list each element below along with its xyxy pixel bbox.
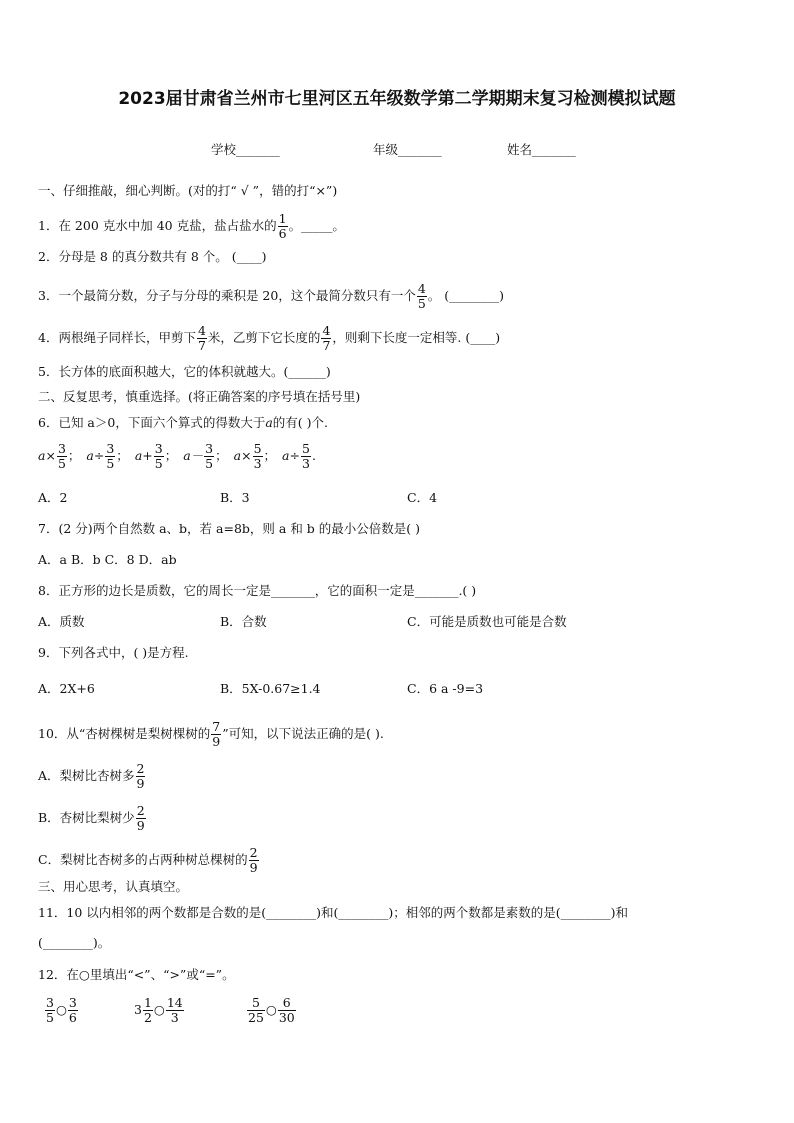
q6-expression-3-num: 3	[154, 441, 163, 456]
q6-expression-5-separator: ；	[263, 448, 277, 463]
q12-item-3-left	[247, 996, 265, 1025]
q4-numerator-1: 4	[197, 323, 206, 338]
q3-numerator: 4	[417, 281, 426, 296]
q12-item-3-left-den: 25	[248, 1010, 264, 1025]
q10-option-b-den: 9	[136, 818, 145, 833]
q3-text-a: 3．一个最简分数，分子与分母的乘积是 20，这个最简分数只有一个	[38, 288, 416, 303]
q12-item-2-left	[143, 996, 153, 1025]
q9-option-b: B．5X-0.67≥1.4	[220, 681, 321, 696]
q6-option-b: B．3	[220, 490, 250, 505]
q6-expression-2-den: 5	[106, 456, 115, 471]
q12-item-2-right	[166, 996, 184, 1025]
q6-stem-b: 的有( )个.	[272, 415, 328, 430]
q1-fraction	[278, 212, 288, 241]
q10-option-a-num: 2	[136, 761, 145, 776]
q10-option-a-text: A．梨树比杏树多	[38, 768, 135, 783]
q12-item-1-right-den: 6	[68, 1010, 77, 1025]
q4-denominator-1: 7	[197, 338, 206, 353]
q6-expression-3-den: 5	[154, 456, 163, 471]
q12-item-3-right-den: 30	[278, 1010, 295, 1025]
q6-expression-1-num: 3	[57, 441, 66, 456]
q10-option-a-den: 9	[136, 776, 145, 791]
q12-item-2-whole: 3	[134, 1002, 142, 1017]
q10-option-b-fraction	[136, 804, 146, 833]
q6-expression-4-operator: a－	[183, 448, 204, 463]
q12-item-1-right	[68, 996, 78, 1025]
q12-item-3-right	[278, 996, 296, 1025]
question-4	[38, 324, 500, 353]
question-6-stem	[38, 414, 328, 432]
q3-fraction	[417, 282, 427, 311]
q12-item-1-left-den: 5	[46, 1010, 54, 1025]
question-10	[38, 720, 384, 749]
q10-denominator: 9	[212, 734, 221, 749]
name-field: 姓名_______	[507, 142, 576, 157]
q10-stem-b: ”可知，以下说法正确的是( ).	[222, 726, 384, 741]
q4-denominator-2: 7	[322, 338, 331, 353]
q6-expression-3-separator: ；	[164, 448, 178, 463]
q1-text-a: 1．在 200 克水中加 40 克盐，盐占盐水的	[38, 218, 277, 233]
q6-expression-1-separator: ；	[67, 448, 81, 463]
q6-expression-4-num: 3	[205, 441, 214, 456]
page-title: 2023届甘肃省兰州市七里河区五年级数学第二学期期末复习检测模拟试题	[118, 89, 676, 109]
q8-option-b: B．合数	[220, 614, 267, 629]
q6-expression-2-separator: ；	[116, 448, 129, 463]
q10-option-c-num: 2	[249, 845, 258, 860]
q10-option-b	[38, 804, 147, 833]
q3-text-b: 。 (________)	[427, 288, 505, 303]
q1-text-b: 。_____。	[288, 218, 345, 233]
q10-numerator: 7	[212, 719, 221, 734]
q12-item-3	[246, 996, 297, 1025]
q6-expression-1-operator: a×	[38, 448, 56, 463]
question-11-line-1: 11．10 以内相邻的两个数都是合数的是(________)和(________)；相邻的两个数都是素数的是(________)和	[38, 905, 629, 920]
question-1	[38, 212, 345, 241]
question-11-line-2: (________)。	[38, 935, 111, 950]
section-1-heading: 一、仔细推敲，细心判断。(对的打“ √ ”，错的打“×”)	[38, 183, 338, 198]
q6-expression-5-fraction	[253, 442, 263, 471]
q4-fraction-2	[321, 324, 331, 353]
q6-expression-3	[134, 441, 178, 471]
q6-stem-a: 6．已知 a＞0，下面六个算式的得数大于	[38, 415, 266, 430]
q12-item-1	[44, 996, 79, 1025]
q12-item-1-left-num: 3	[46, 995, 54, 1010]
question-2: 2．分母是 8 的真分数共有 8 个。 (____)	[38, 249, 267, 264]
q8-option-a: A．质数	[38, 614, 85, 629]
q10-option-c-text: C．梨树比杏树多的占两种树总棵树的	[38, 852, 248, 867]
q12-item-3-left-num: 5	[251, 995, 260, 1010]
school-field: 学校_______	[211, 142, 280, 157]
q10-stem-a: 10．从“杏树棵树是梨树棵树的	[38, 726, 211, 741]
q4-text-c: ，则剩下长度一定相等. (____)	[332, 330, 501, 345]
q12-item-2-circle: ○	[153, 1002, 165, 1017]
q3-denominator: 5	[417, 296, 426, 311]
section-3-heading: 三、用心思考，认真填空。	[38, 879, 189, 894]
q10-fraction	[211, 720, 221, 749]
q12-item-3-circle: ○	[265, 1002, 277, 1017]
q6-expression-4-den: 5	[205, 456, 214, 471]
q10-option-c-den: 9	[249, 860, 258, 875]
question-3	[38, 282, 504, 311]
q4-text-a: 4．两根绳子同样长，甲剪下	[38, 330, 196, 345]
q4-numerator-2: 4	[322, 323, 331, 338]
q6-expression-6-operator: a÷	[282, 448, 300, 463]
q12-item-3-right-num: 6	[282, 995, 291, 1010]
q6-expression-4-fraction	[204, 442, 214, 471]
q6-expression-5-operator: a×	[233, 448, 252, 463]
q7-options: A．a B．b C．8 D．ab	[38, 552, 177, 567]
q12-item-1-right-num: 3	[68, 995, 77, 1010]
q10-option-c	[38, 846, 260, 875]
q12-item-2-left-den: 2	[143, 1010, 152, 1025]
q9-option-a: A．2X+6	[38, 681, 95, 696]
q6-expression-2-num: 3	[106, 441, 115, 456]
q6-expression-6-num: 5	[301, 441, 310, 456]
q10-option-a	[38, 762, 146, 791]
question-12-stem: 12．在○里填出“<”、“>”或“=”。	[38, 967, 235, 982]
q6-expression-5-num: 5	[253, 441, 262, 456]
q6-expression-3-fraction	[154, 442, 164, 471]
q12-item-2-right-den: 3	[166, 1010, 184, 1025]
q6-expression-2	[86, 441, 129, 471]
q10-option-a-fraction	[136, 762, 146, 791]
grade-field: 年级_______	[373, 142, 442, 157]
section-2-heading: 二、反复思考，慎重选择。(将正确答案的序号填在括号里)	[38, 389, 361, 404]
q12-item-2-right-num: 14	[166, 995, 183, 1010]
q6-expression-6-fraction	[301, 442, 311, 471]
question-9: 9．下列各式中，( )是方程.	[38, 645, 189, 660]
q6-expression-5	[233, 441, 277, 471]
q10-option-c-fraction	[249, 846, 259, 875]
q9-option-c: C．6 a -9=3	[407, 681, 484, 696]
q6-expression-3-operator: a+	[134, 448, 153, 463]
q1-denominator: 6	[278, 226, 287, 241]
q6-option-c: C．4	[407, 490, 438, 505]
q12-item-1-circle: ○	[55, 1002, 67, 1017]
question-5: 5．长方体的底面积越大，它的体积就越大。(______)	[38, 364, 331, 379]
q8-option-c: C．可能是质数也可能是合数	[407, 614, 567, 629]
q6-expression-2-fraction	[105, 442, 115, 471]
q6-expression-6-separator: .	[311, 448, 316, 463]
q6-expression-1-den: 5	[57, 456, 66, 471]
q1-numerator: 1	[278, 211, 287, 226]
q4-text-b: 米，乙剪下它长度的	[207, 330, 321, 345]
q10-option-b-num: 2	[136, 803, 145, 818]
q6-expression-1	[38, 441, 81, 471]
q12-item-1-left	[45, 996, 55, 1025]
q6-expression-5-den: 3	[253, 456, 262, 471]
question-8: 8．正方形的边长是质数，它的周长一定是_______，它的面积一定是_______.( )	[38, 583, 477, 598]
q12-item-2-left-num: 1	[143, 995, 152, 1010]
q6-stem-var: a	[265, 415, 273, 430]
q10-option-b-text: B．杏树比梨树少	[38, 810, 135, 825]
q6-expression-1-fraction	[57, 442, 67, 471]
q6-expression-4	[183, 441, 228, 471]
q6-expression-4-separator: ；	[215, 448, 228, 463]
q6-expression-6	[282, 441, 316, 471]
q12-item-2	[134, 996, 185, 1025]
q6-expression-6-den: 3	[301, 456, 310, 471]
q6-option-a: A．2	[38, 490, 68, 505]
question-6-expressions	[38, 442, 322, 471]
q6-expression-2-operator: a÷	[86, 448, 105, 463]
q4-fraction-1	[197, 324, 207, 353]
question-7: 7．(2 分)两个自然数 a、b，若 a=8b，则 a 和 b 的最小公倍数是( )	[38, 521, 420, 536]
